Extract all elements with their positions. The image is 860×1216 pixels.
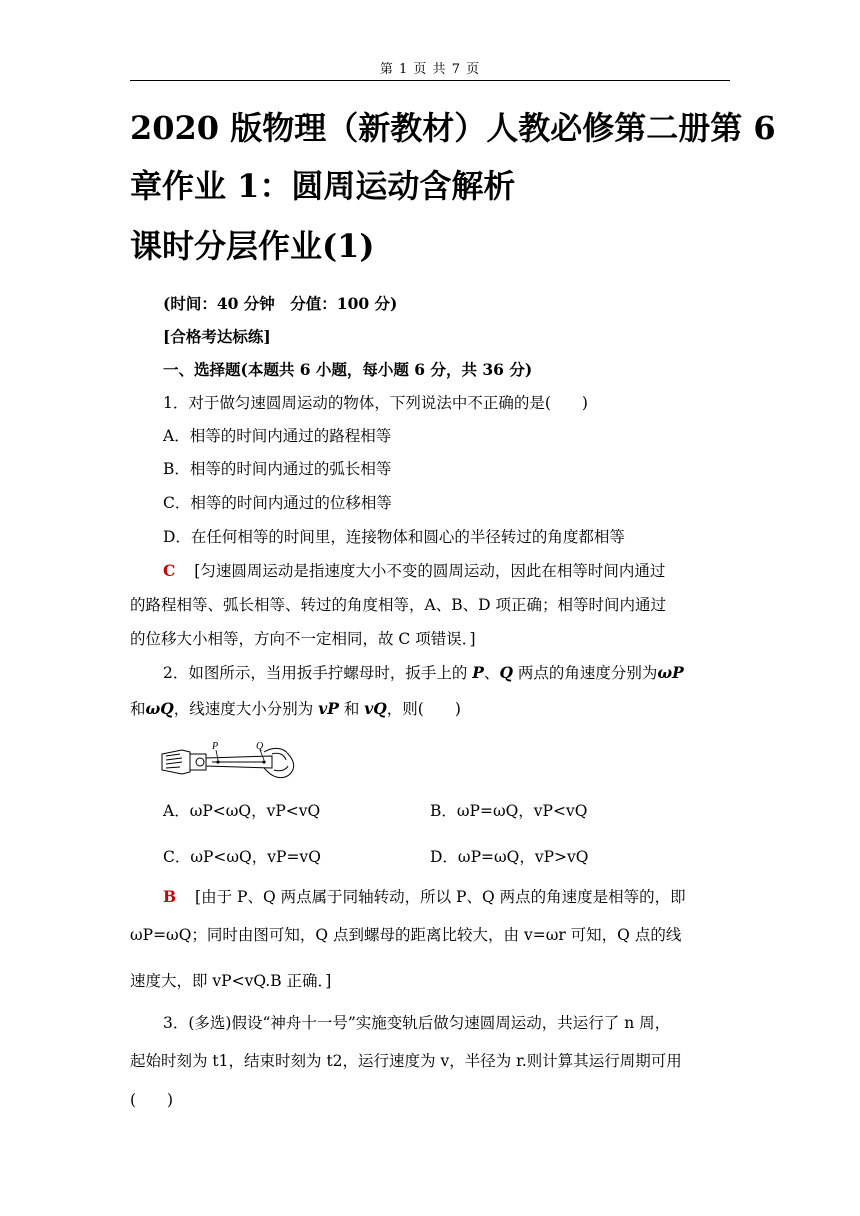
q2-omega-p: ωP — [657, 663, 684, 682]
header-rule — [130, 80, 730, 81]
title-line-2: 章作业 1：圆周运动含解析 — [130, 167, 516, 205]
q3-stem-1: 3．(多选)假设“神舟十一号”实施变轨后做匀速圆周运动，共运行了 n 周， — [163, 1014, 671, 1032]
fig-label-q: Q — [256, 741, 264, 752]
q1-option-a: A．相等的时间内通过的路程相等 — [163, 427, 392, 445]
q2-stem-1 — [163, 661, 684, 685]
wrench-figure — [160, 740, 300, 782]
q2-stem-text-a: 2．如图所示，当用扳手拧螺母时，扳手上的 — [163, 664, 473, 682]
q2-stem-text-e: ，则( ) — [386, 700, 461, 718]
q2-option-b: B．ωP=ωQ，vP<vQ — [430, 802, 588, 820]
q2-option-a: A．ωP<ωQ，vP<vQ — [163, 802, 321, 820]
q2-point-q: Q — [499, 663, 513, 682]
q1-option-c: C．相等的时间内通过的位移相等 — [163, 494, 392, 512]
q2-stem-text-d: ，线速度大小分别为 — [173, 700, 319, 718]
q1-option-b: B．相等的时间内通过的弧长相等 — [163, 460, 392, 478]
q2-separator: 、 — [483, 664, 500, 682]
q1-explanation-2: 的路程相等、弧长相等、转过的角度相等，A、B、D 项正确；相等时间内通过 — [130, 596, 666, 614]
q2-and: 和 — [338, 700, 365, 718]
q3-stem-2: 起始时刻为 t1，结束时刻为 t2，运行速度为 v，半径为 r.则计算其运行周期可用 — [130, 1052, 682, 1070]
q2-explanation-3: 速度大，即 vP<vQ.B 正确．] — [130, 972, 332, 990]
q2-explanation-1 — [163, 885, 686, 909]
q2-answer: B — [163, 887, 177, 906]
q2-option-c: C．ωP<ωQ，vP=vQ — [163, 848, 321, 866]
page-indicator: 第 1 页 共 7 页 — [379, 62, 481, 77]
part-heading: 一、选择题(本题共 6 小题，每小题 6 分，共 36 分) — [163, 360, 533, 379]
q2-stem-text-c: 和 — [130, 700, 146, 718]
q3-stem-3: ( ) — [130, 1091, 174, 1109]
q2-option-d: D．ωP=ωQ，vP>vQ — [430, 848, 589, 866]
fig-label-p: P — [212, 741, 219, 752]
title-line-1: 2020 版物理（新教材）人教必修第二册第 6 — [130, 109, 776, 147]
q2-explanation-2: ωP=ωQ；同时由图可知，Q 点到螺母的距离比较大，由 v=ωr 可知，Q 点的线 — [130, 926, 682, 944]
q1-option-d: D．在任何相等的时间里，连接物体和圆心的半径转过的角度都相等 — [163, 528, 625, 546]
q2-point-p: P — [472, 663, 484, 682]
q2-stem-text-b: 两点的角速度分别为 — [512, 664, 658, 682]
q2-v-p: vP — [318, 699, 339, 718]
q2-v-q: vQ — [364, 699, 387, 718]
q2-explanation-text: [由于 P、Q 两点属于同轴转动，所以 P、Q 两点的角速度是相等的，即 — [195, 888, 686, 906]
title-line-3: 课时分层作业(1) — [130, 227, 375, 265]
q1-explanation-text: [匀速圆周运动是指速度大小不变的圆周运动，因此在相等时间内通过 — [194, 562, 666, 580]
q1-answer: C — [163, 561, 176, 580]
time-score: (时间：40 分钟 分值：100 分) — [163, 294, 398, 313]
q1-explanation-1 — [163, 559, 665, 583]
q1-explanation-3: 的位移大小相等，方向不一定相同，故 C 项错误．] — [130, 630, 476, 648]
q2-stem-2 — [130, 697, 461, 721]
q1-stem: 1．对于做匀速圆周运动的物体，下列说法中不正确的是( ) — [163, 394, 588, 412]
q2-omega-q: ωQ — [145, 699, 174, 718]
section-label: [合格考达标练] — [163, 327, 271, 346]
